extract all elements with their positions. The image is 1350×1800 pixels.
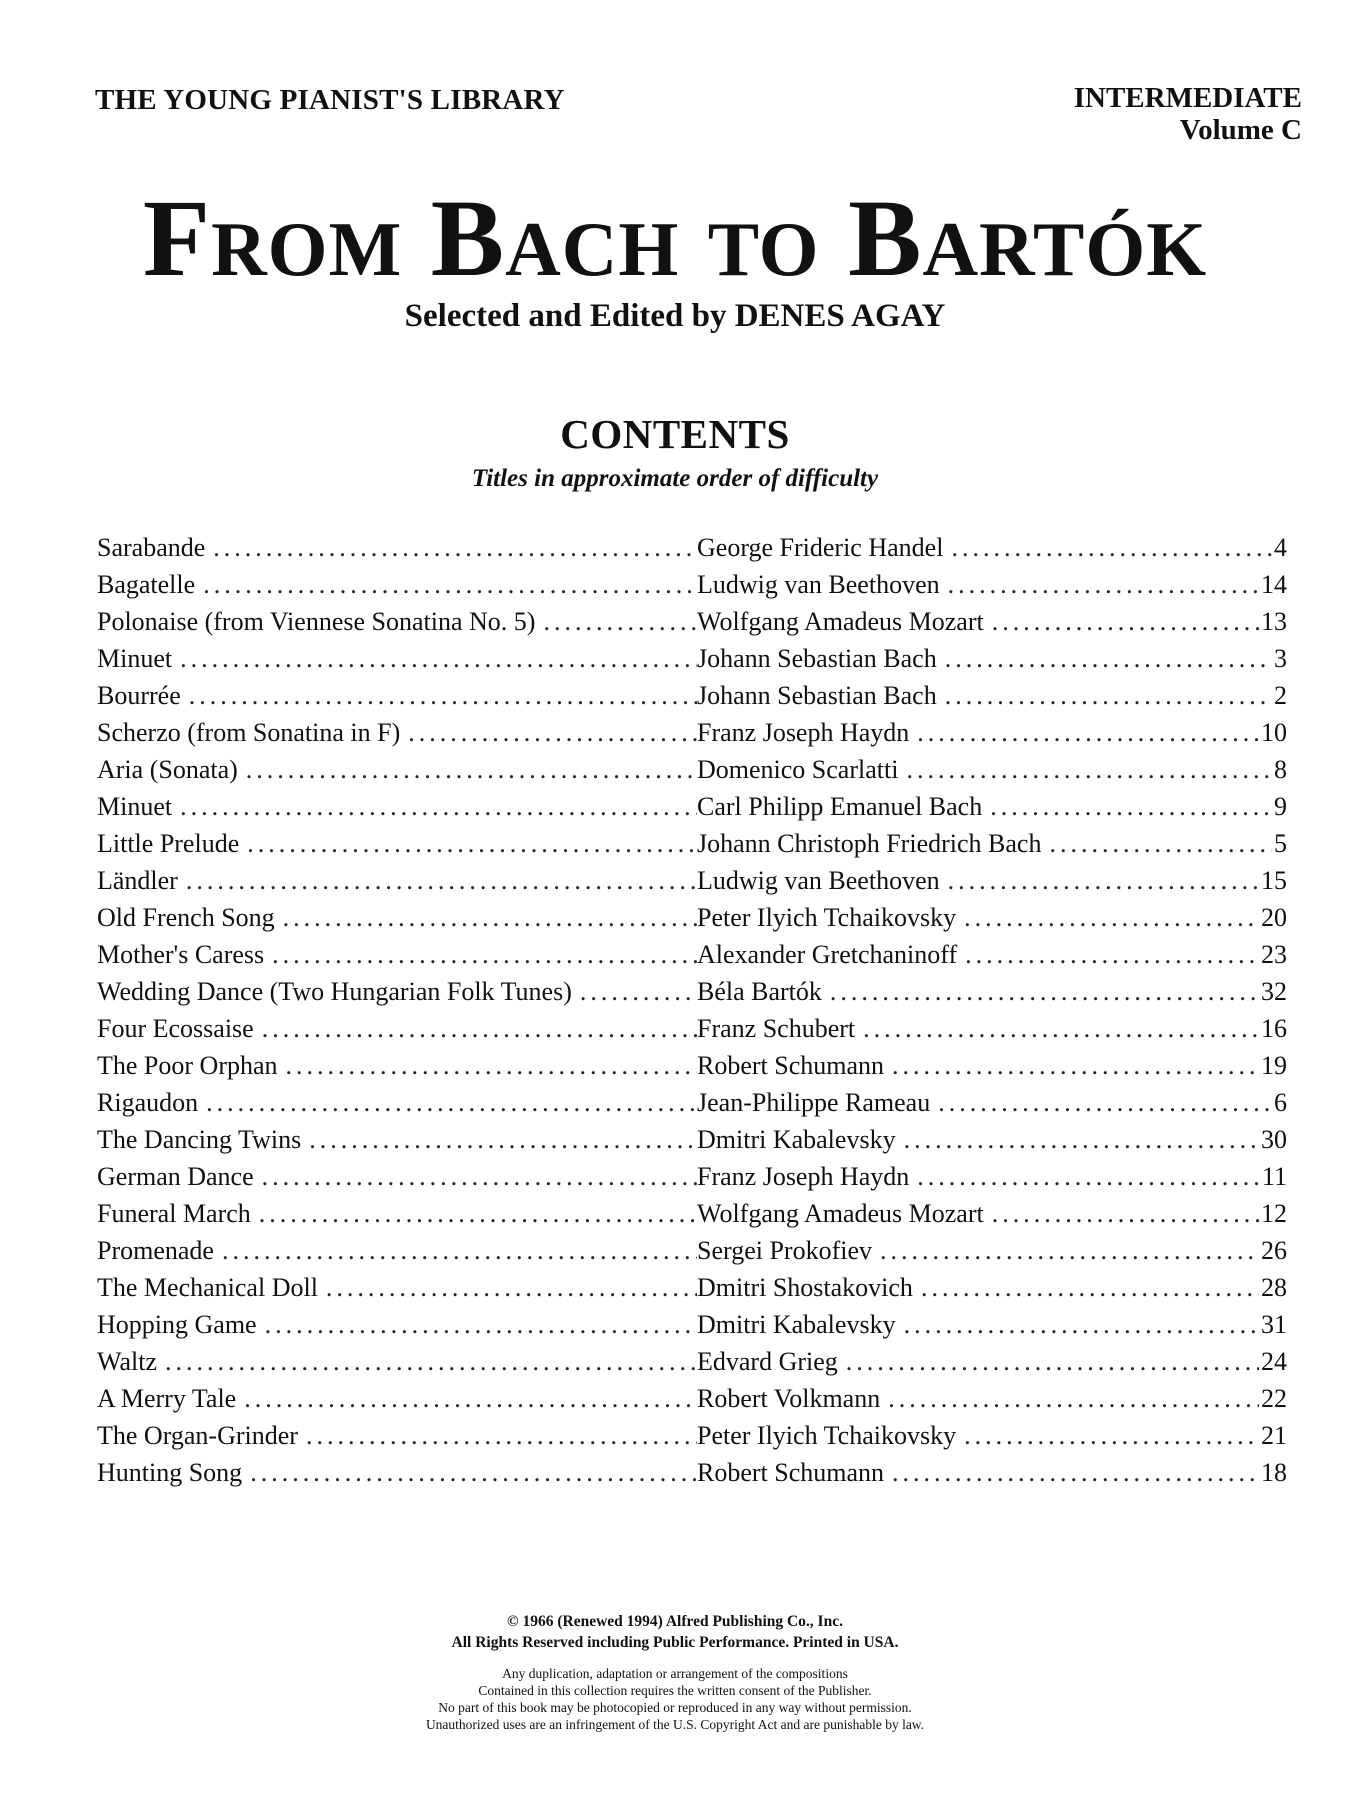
dot-leader: [838, 1347, 1259, 1377]
composer-name: Carl Philipp Emanuel Bach: [697, 792, 983, 821]
toc-piece-cell: [97, 1088, 697, 1118]
toc-row: [97, 1273, 1287, 1310]
composer-name: Dmitri Shostakovich: [697, 1273, 913, 1302]
editor-credit: Selected and Edited by DENES AGAY: [404, 298, 946, 334]
toc-piece-cell: [97, 1125, 697, 1155]
dot-leader: [238, 755, 697, 785]
dot-leader: [855, 1014, 1259, 1044]
composer-name: George Frideric Handel: [697, 533, 944, 562]
toc-row: [97, 644, 1287, 681]
dot-leader: [400, 718, 697, 748]
dot-leader: [178, 866, 697, 896]
page-number: 12: [1261, 1199, 1287, 1228]
toc-piece-cell: [97, 940, 697, 970]
toc-composer-cell: [697, 755, 1287, 785]
toc-piece-cell: [97, 977, 697, 1007]
piece-title: The Poor Orphan: [97, 1051, 278, 1080]
page-number: 26: [1261, 1236, 1287, 1265]
dot-leader: [275, 903, 697, 933]
toc-piece-cell: [97, 903, 697, 933]
toc-composer-cell: [697, 903, 1287, 933]
toc-row: [97, 533, 1287, 570]
toc-composer-cell: [697, 829, 1287, 859]
piece-title: Four Ecossaise: [97, 1014, 254, 1043]
page-number: 13: [1261, 607, 1287, 636]
toc-composer-cell: [697, 977, 1287, 1007]
piece-title: Old French Song: [97, 903, 275, 932]
legal-notice-line: Unauthorized uses are an infringement of the U.S. Copyright Act and are punishable by law.: [425, 1717, 925, 1732]
rights-line: All Rights Reserved including Public Performance. Printed in USA.: [451, 1634, 899, 1651]
toc-piece-cell: [97, 681, 697, 711]
toc-piece-cell: [97, 644, 697, 674]
dot-leader: [982, 792, 1272, 822]
dot-leader: [195, 570, 697, 600]
toc-composer-cell: [697, 607, 1287, 637]
dot-leader: [984, 607, 1259, 637]
toc-row: [97, 755, 1287, 792]
piece-title: Scherzo (from Sonatina in F): [97, 718, 401, 747]
dot-leader: [896, 1310, 1259, 1340]
piece-title: Little Prelude: [97, 829, 240, 858]
toc-piece-cell: [97, 1236, 697, 1266]
toc-row: [97, 1125, 1287, 1162]
piece-title: A Merry Tale: [97, 1384, 237, 1413]
toc-composer-cell: [697, 1125, 1287, 1155]
toc-row: [97, 1162, 1287, 1199]
piece-title: Ländler: [97, 866, 178, 895]
dot-leader: [940, 570, 1259, 600]
dot-leader: [913, 1273, 1259, 1303]
dot-leader: [301, 1125, 697, 1155]
toc-composer-cell: [697, 1347, 1287, 1377]
toc-composer-cell: [697, 1310, 1287, 1340]
page-number: 22: [1261, 1384, 1287, 1413]
toc-piece-cell: [97, 1421, 697, 1451]
toc-composer-cell: [697, 681, 1287, 711]
composer-name: Domenico Scarlatti: [697, 755, 899, 784]
toc-row: [97, 977, 1287, 1014]
dot-leader: [198, 1088, 697, 1118]
dot-leader: [957, 940, 1259, 970]
toc-piece-cell: [97, 570, 697, 600]
toc-row: [97, 1051, 1287, 1088]
toc-row: [97, 607, 1287, 644]
piece-title: Sarabande: [97, 533, 206, 562]
piece-title: Hopping Game: [97, 1310, 257, 1339]
level-block: [1074, 82, 1302, 146]
composer-name: Robert Volkmann: [697, 1384, 881, 1413]
toc-row: [97, 570, 1287, 607]
composer-name: Ludwig van Beethoven: [697, 866, 940, 895]
page-number: 14: [1261, 570, 1287, 599]
toc-row: [97, 1347, 1287, 1384]
composer-name: Jean-Philippe Rameau: [697, 1088, 931, 1117]
legal-notice-line: No part of this book may be photocopied or reproduced in any way without permission.: [438, 1700, 912, 1715]
toc-row: [97, 1421, 1287, 1458]
toc-composer-cell: [697, 866, 1287, 896]
page-number: 10: [1261, 718, 1287, 747]
dot-leader: [937, 644, 1272, 674]
toc-row: [97, 903, 1287, 940]
composer-name: Franz Joseph Haydn: [697, 1162, 910, 1191]
toc-row: [97, 1236, 1287, 1273]
toc-piece-cell: [97, 1051, 697, 1081]
contents-note: Titles in approximate order of difficulty: [471, 465, 879, 492]
page-number: 11: [1261, 1162, 1287, 1191]
toc-row: [97, 1014, 1287, 1051]
toc-row: [97, 1384, 1287, 1421]
page-number: 5: [1274, 829, 1287, 858]
toc-row: [97, 1310, 1287, 1347]
page-number: 31: [1261, 1310, 1287, 1339]
toc-piece-cell: [97, 792, 697, 822]
dot-leader: [264, 940, 697, 970]
composer-name: Robert Schumann: [697, 1458, 885, 1487]
series-name: THE YOUNG PIANIST'S LIBRARY: [95, 84, 565, 116]
page-number: 20: [1261, 903, 1287, 932]
dot-leader: [254, 1162, 697, 1192]
dot-leader: [822, 977, 1259, 1007]
book-title: From Bach to Bartók: [142, 177, 1208, 299]
piece-title: Wedding Dance (Two Hungarian Folk Tunes): [97, 977, 572, 1006]
page-number: 2: [1274, 681, 1287, 710]
page-number: 19: [1261, 1051, 1287, 1080]
contents-heading: CONTENTS: [560, 411, 790, 457]
piece-title: Waltz: [97, 1347, 157, 1376]
page-number: 8: [1274, 755, 1287, 784]
toc-composer-cell: [697, 1199, 1287, 1229]
piece-title: Bagatelle: [97, 570, 196, 599]
dot-leader: [318, 1273, 697, 1303]
dot-leader: [205, 533, 697, 563]
toc-composer-cell: [697, 1384, 1287, 1414]
dot-leader: [257, 1310, 697, 1340]
composer-name: Johann Christoph Friedrich Bach: [697, 829, 1042, 858]
dot-leader: [535, 607, 697, 637]
toc-composer-cell: [697, 1088, 1287, 1118]
composer-name: Robert Schumann: [697, 1051, 885, 1080]
toc-piece-cell: [97, 533, 697, 563]
dot-leader: [239, 829, 697, 859]
toc-piece-cell: [97, 1458, 697, 1488]
composer-name: Sergei Prokofiev: [697, 1236, 872, 1265]
dot-leader: [930, 1088, 1272, 1118]
dot-leader: [298, 1421, 697, 1451]
toc-row: [97, 866, 1287, 903]
toc-composer-cell: [697, 570, 1287, 600]
toc-composer-cell: [697, 1051, 1287, 1081]
page-number: 21: [1261, 1421, 1287, 1450]
piece-title: Promenade: [97, 1236, 214, 1265]
dot-leader: [984, 1199, 1259, 1229]
toc-piece-cell: [97, 829, 697, 859]
dot-leader: [172, 644, 697, 674]
composer-name: Peter Ilyich Tchaikovsky: [697, 903, 957, 932]
page-number: 3: [1274, 644, 1287, 673]
dot-leader: [909, 1162, 1260, 1192]
toc-piece-cell: [97, 1347, 697, 1377]
toc-composer-cell: [697, 1273, 1287, 1303]
page-number: 24: [1261, 1347, 1287, 1376]
toc-piece-cell: [97, 1162, 697, 1192]
composer-name: Johann Sebastian Bach: [697, 644, 937, 673]
piece-title: Mother's Caress: [97, 940, 265, 969]
page-number: 23: [1261, 940, 1287, 969]
dot-leader: [940, 866, 1259, 896]
composer-name: Dmitri Kabalevsky: [697, 1125, 896, 1154]
composer-name: Dmitri Kabalevsky: [697, 1310, 896, 1339]
dot-leader: [172, 792, 697, 822]
toc-composer-cell: [697, 718, 1287, 748]
dot-leader: [943, 533, 1272, 563]
dot-leader: [884, 1458, 1259, 1488]
toc-row: [97, 681, 1287, 718]
piece-title: The Mechanical Doll: [97, 1273, 318, 1302]
toc-composer-cell: [697, 1162, 1287, 1192]
composer-name: Franz Joseph Haydn: [697, 718, 910, 747]
dot-leader: [956, 1421, 1259, 1451]
page-number: 32: [1261, 977, 1287, 1006]
legal-notice-line: Contained in this collection requires the written consent of the Publisher.: [478, 1683, 872, 1698]
piece-title: The Dancing Twins: [97, 1125, 302, 1154]
toc-piece-cell: [97, 866, 697, 896]
dot-leader: [1041, 829, 1272, 859]
page-number: 15: [1261, 866, 1287, 895]
page-number: 18: [1261, 1458, 1287, 1487]
dot-leader: [898, 755, 1272, 785]
volume-label: Volume C: [1179, 114, 1302, 146]
piece-title: Minuet: [97, 644, 173, 673]
composer-name: Johann Sebastian Bach: [697, 681, 937, 710]
toc-row: [97, 718, 1287, 755]
page-number: 9: [1274, 792, 1287, 821]
composer-name: Alexander Gretchaninoff: [697, 940, 958, 969]
piece-title: Hunting Song: [97, 1458, 243, 1487]
dot-leader: [880, 1384, 1259, 1414]
toc-row: [97, 1199, 1287, 1236]
dot-leader: [909, 718, 1259, 748]
dot-leader: [278, 1051, 697, 1081]
piece-title: Minuet: [97, 792, 173, 821]
dot-leader: [254, 1014, 697, 1044]
dot-leader: [937, 681, 1272, 711]
dot-leader: [214, 1236, 697, 1266]
dot-leader: [572, 977, 697, 1007]
toc-composer-cell: [697, 1236, 1287, 1266]
toc-row: [97, 829, 1287, 866]
page-number: 4: [1274, 533, 1287, 562]
dot-leader: [251, 1199, 697, 1229]
composer-name: Wolfgang Amadeus Mozart: [697, 1199, 984, 1228]
dot-leader: [884, 1051, 1259, 1081]
page-number: 6: [1274, 1088, 1287, 1117]
dot-leader: [242, 1458, 697, 1488]
toc-composer-cell: [697, 533, 1287, 563]
toc-piece-cell: [97, 1199, 697, 1229]
composer-name: Béla Bartók: [697, 977, 822, 1006]
copyright-line: © 1966 (Renewed 1994) Alfred Publishing Co., Inc.: [507, 1613, 843, 1630]
dot-leader: [181, 681, 697, 711]
toc-piece-cell: [97, 607, 697, 637]
toc-row: [97, 792, 1287, 829]
toc-composer-cell: [697, 1421, 1287, 1451]
toc-row: [97, 1458, 1287, 1495]
piece-title: Bourrée: [97, 681, 181, 710]
composer-name: Franz Schubert: [697, 1014, 856, 1043]
level-label: INTERMEDIATE: [1073, 82, 1302, 114]
toc-composer-cell: [697, 1458, 1287, 1488]
composer-name: Ludwig van Beethoven: [697, 570, 940, 599]
page-number: 28: [1261, 1273, 1287, 1302]
toc-row: [97, 1088, 1287, 1125]
piece-title: Funeral March: [97, 1199, 251, 1228]
toc-piece-cell: [97, 718, 697, 748]
dot-leader: [872, 1236, 1259, 1266]
legal-notice: [0, 1665, 1350, 1733]
toc-row: [97, 940, 1287, 977]
composer-name: Wolfgang Amadeus Mozart: [697, 607, 984, 636]
dot-leader: [236, 1384, 697, 1414]
page-number: 30: [1261, 1125, 1287, 1154]
toc-piece-cell: [97, 1384, 697, 1414]
table-of-contents: [97, 533, 1287, 1495]
dot-leader: [956, 903, 1259, 933]
piece-title: Aria (Sonata): [97, 755, 238, 784]
piece-title: Polonaise (from Viennese Sonatina No. 5): [97, 607, 536, 636]
composer-name: Peter Ilyich Tchaikovsky: [697, 1421, 957, 1450]
dot-leader: [896, 1125, 1259, 1155]
piece-title: Rigaudon: [97, 1088, 199, 1117]
toc-composer-cell: [697, 644, 1287, 674]
page-number: 16: [1261, 1014, 1287, 1043]
dot-leader: [157, 1347, 697, 1377]
piece-title: The Organ-Grinder: [97, 1421, 298, 1450]
toc-piece-cell: [97, 1273, 697, 1303]
toc-piece-cell: [97, 1014, 697, 1044]
toc-piece-cell: [97, 1310, 697, 1340]
toc-composer-cell: [697, 792, 1287, 822]
toc-piece-cell: [97, 755, 697, 785]
composer-name: Edvard Grieg: [697, 1347, 838, 1376]
toc-composer-cell: [697, 940, 1287, 970]
legal-notice-line: Any duplication, adaptation or arrangement of the compositions: [502, 1666, 848, 1681]
piece-title: German Dance: [97, 1162, 254, 1191]
toc-composer-cell: [697, 1014, 1287, 1044]
